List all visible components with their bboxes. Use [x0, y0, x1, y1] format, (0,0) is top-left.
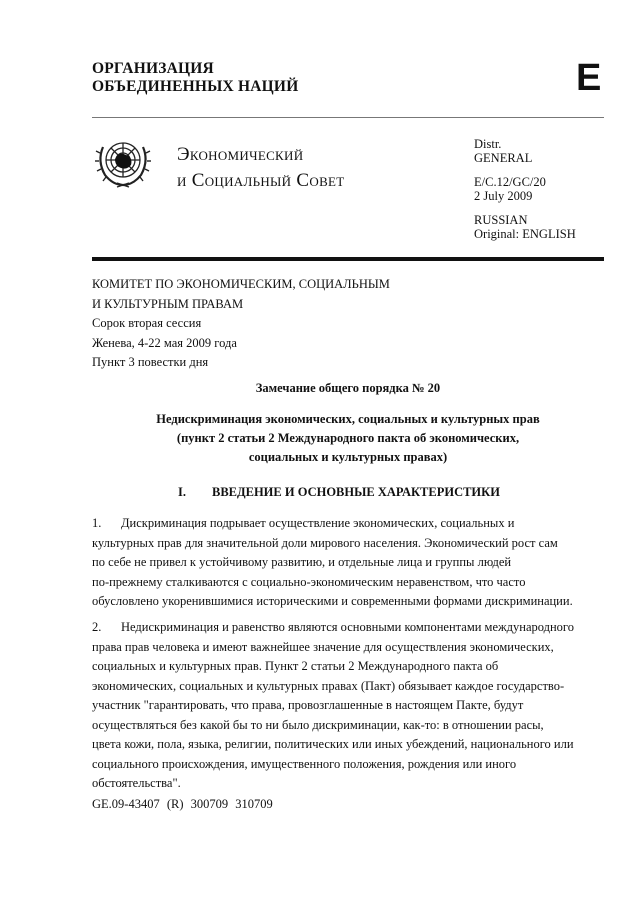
un-emblem-icon [93, 135, 153, 191]
original-language: Original: ENGLISH [474, 227, 576, 241]
section-title: ВВЕДЕНИЕ И ОСНОВНЫЕ ХАРАКТЕРИСТИКИ [212, 485, 500, 499]
job-date-1: 300709 [190, 797, 229, 811]
paragraph-line: по себе не привел к устойчивому развитию, и отдельные лица и группы людей [92, 555, 512, 569]
paragraph-1 [92, 514, 612, 612]
paragraph-line: по-прежнему сталкиваются с социально-экономическим неравенством, что часто [92, 574, 526, 589]
paragraph-line: социальных и культурных прав. Пункт 2 статьи 2 Международного пакта об [92, 659, 499, 673]
document-metadata [474, 137, 576, 241]
language-code: E [576, 57, 602, 99]
session-line: Сорок вторая сессия [92, 316, 202, 330]
subtitle-line: социальных и культурных правах) [248, 450, 448, 464]
job-date-2: 310709 [235, 797, 273, 811]
paragraph-line: экономических, социальных и культурных правах (Пакт) обязывает каждое государство- [92, 678, 565, 693]
distr-label: Distr. [474, 137, 502, 151]
council-name [177, 142, 345, 194]
section-heading [178, 485, 500, 500]
committee-line: И КУЛЬТУРНЫМ ПРАВАМ [92, 296, 244, 311]
council-line-2: и Социальный Совет [177, 170, 345, 191]
paragraph-line: социального происхождения, имущественного положения, рождения или иного [92, 756, 517, 771]
section-number: I. [178, 485, 186, 499]
paragraph-line: Недискриминация и равенство являются основными компонентами международного [121, 620, 575, 634]
document-title: Замечание общего порядка № 20 [255, 381, 441, 395]
paragraph-2 [92, 618, 612, 794]
agenda-line: Пункт 3 повестки дня [92, 355, 209, 369]
council-line-1: Экономический [177, 144, 304, 165]
paragraph-number: 1. [92, 516, 102, 530]
header-divider [92, 117, 604, 118]
committee-block [92, 275, 390, 373]
venue-line: Женева, 4-22 мая 2009 года [92, 335, 237, 350]
document-date: 2 July 2009 [474, 189, 533, 203]
subtitle-line: Недискриминация экономических, социальных и культурных прав [156, 412, 540, 426]
organization-name [92, 60, 298, 96]
paragraph-line: участник "гарантировать, что права, провозглашенные в настоящем Пакте, будут [92, 698, 524, 712]
document-language: RUSSIAN [474, 213, 528, 227]
job-code: GE.09-43407 [92, 797, 160, 811]
paragraph-line: обстоятельства". [92, 776, 181, 790]
paragraph-number: 2. [92, 620, 102, 634]
org-line-2: ОБЪЕДИНЕННЫХ НАЦИЙ [92, 78, 299, 95]
paragraph-line: культурных прав для значительной доли мирового населения. Экономический рост сам [92, 535, 558, 550]
job-language: (R) [166, 797, 184, 811]
paragraph-line: цвета кожи, пола, языка, религии, политических или иных убеждений, национального или [92, 737, 574, 751]
distr-value: GENERAL [474, 151, 533, 165]
org-line-1: ОРГАНИЗАЦИЯ [92, 60, 214, 77]
document-symbol: E/C.12/GC/20 [474, 175, 546, 189]
paragraph-line: обусловлено укоренившимися историческими и современными формами дискриминации. [92, 594, 573, 608]
subtitle-line: (пункт 2 статьи 2 Международного пакта об экономических, [176, 431, 520, 445]
paragraph-line: осуществляться без какой бы то ни было дискриминации, как-то: в отношении расы, [92, 717, 544, 732]
header-thick-divider [92, 257, 604, 261]
footer-job-number [92, 797, 273, 812]
paragraph-line: Дискриминация подрывает осуществление экономических, социальных и [121, 516, 515, 530]
paragraph-line: права прав человека и имеют важнейшее значение для осуществления экономических, [92, 639, 554, 654]
committee-line: КОМИТЕТ ПО ЭКОНОМИЧЕСКИМ, СОЦИАЛЬНЫМ [92, 277, 390, 291]
document-subtitle [92, 410, 604, 467]
